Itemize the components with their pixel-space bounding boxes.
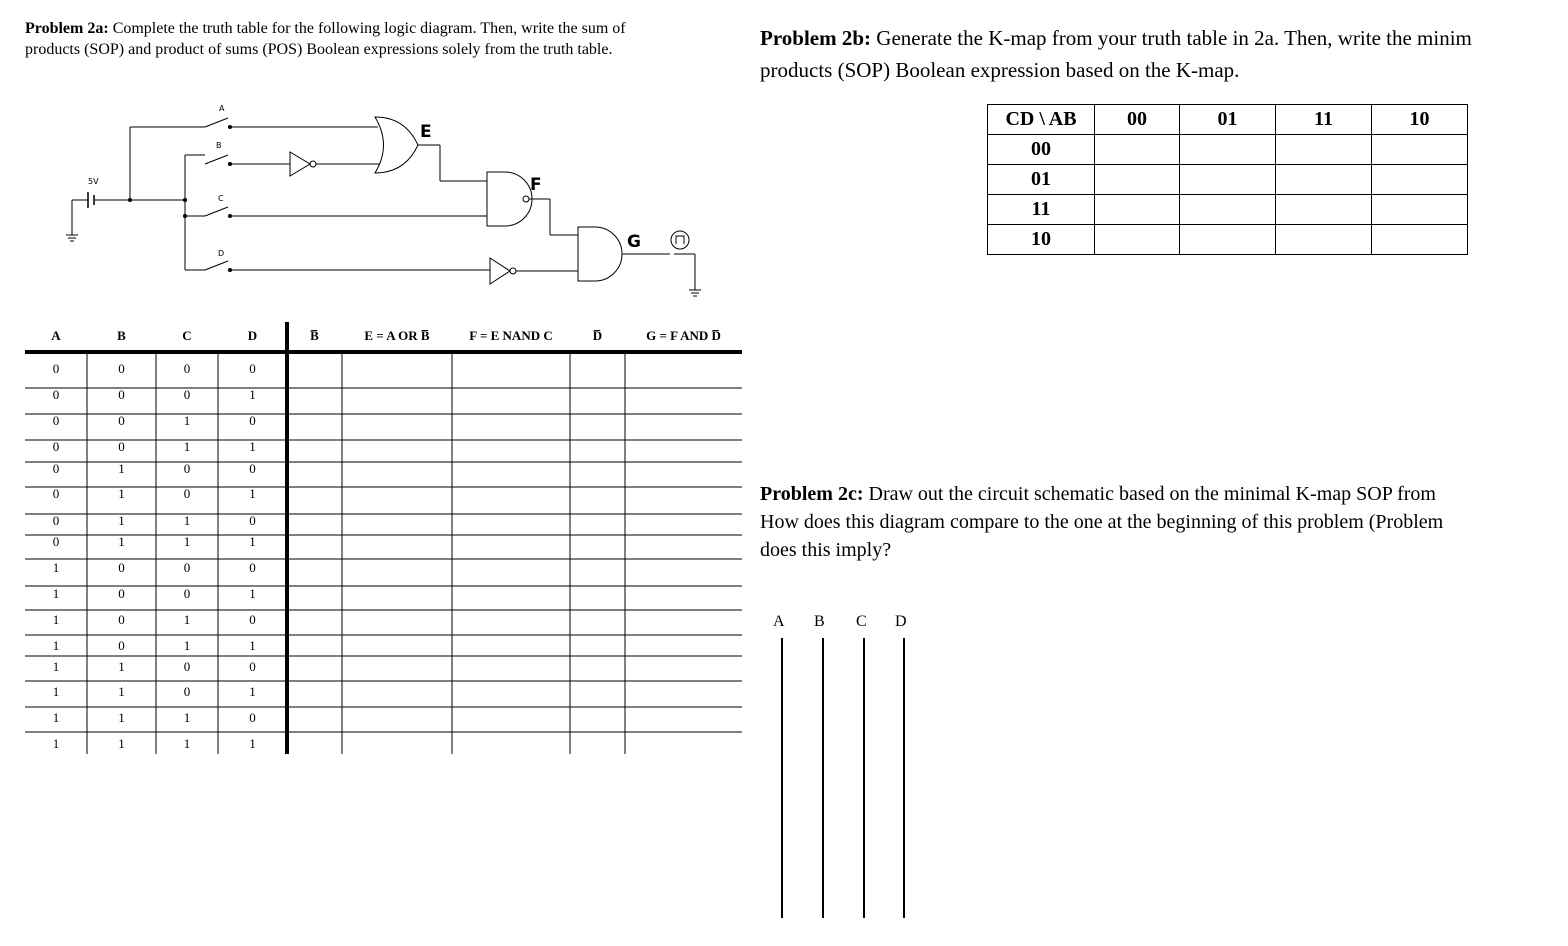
problem-2c-line1: Draw out the circuit schematic based on the minimal K-map SOP from [863, 483, 1436, 505]
kmap-cell[interactable] [1180, 165, 1276, 195]
kmap-cell[interactable] [1180, 135, 1276, 165]
kmap-cell[interactable] [1372, 165, 1468, 195]
kmap-cell[interactable] [1372, 225, 1468, 255]
kmap-corner: CD \ AB [988, 105, 1095, 135]
truth-table-cell: 1 [183, 439, 191, 454]
switch-b-label: B [216, 141, 222, 150]
truth-table-cell: 1 [249, 387, 256, 402]
kmap-col-header: 11 [1276, 105, 1372, 135]
truth-table-cell: 0 [52, 534, 60, 549]
truth-table-cell: 0 [183, 461, 191, 476]
rail-label-d: D [895, 613, 907, 630]
truth-table-cell: 1 [52, 736, 60, 751]
kmap-cell[interactable] [1095, 195, 1180, 225]
truth-table-cell: 1 [249, 586, 256, 601]
truth-table-cell: 1 [52, 560, 60, 575]
kmap-cell[interactable] [1180, 225, 1276, 255]
truth-table-cell: 1 [183, 710, 191, 725]
truth-table-cell: 1 [249, 638, 256, 653]
kmap-col-header: 00 [1095, 105, 1180, 135]
truth-table-cell: 1 [118, 659, 125, 674]
truth-table-cell: 0 [52, 361, 60, 376]
problem-2a-line2: products (SOP) and product of sums (POS) Boolean expressions solely from the truth table. [25, 41, 613, 58]
truth-table-header: F = E NAND C [469, 328, 553, 343]
truth-table-cell: 0 [249, 361, 256, 376]
truth-table-cell: 1 [183, 513, 191, 528]
truth-table-cell: 0 [118, 361, 125, 376]
truth-table-cell: 1 [52, 612, 60, 627]
truth-table-cell: 0 [118, 439, 125, 454]
kmap-cell[interactable] [1372, 195, 1468, 225]
switch-d-label: D [218, 249, 225, 258]
truth-table-header: C [182, 328, 192, 343]
kmap-row-header: 11 [988, 195, 1095, 225]
output-g-label: G [627, 232, 641, 252]
problem-2c-line2: How does this diagram compare to the one at the beginning of this problem (Problem [760, 511, 1444, 533]
kmap-cell[interactable] [1276, 195, 1372, 225]
truth-table-cell: 1 [52, 684, 60, 699]
kmap-row-header: 10 [988, 225, 1095, 255]
truth-table-cell: 1 [183, 534, 191, 549]
truth-table-cell: 0 [183, 586, 191, 601]
truth-table-cell: 0 [52, 387, 60, 402]
truth-table-cell: 0 [52, 461, 60, 476]
truth-table-cell: 1 [183, 612, 191, 627]
truth-table-cell: 1 [118, 710, 125, 725]
truth-table-cell: 1 [52, 659, 60, 674]
truth-table-cell: 1 [249, 534, 256, 549]
truth-table-cell: 1 [118, 513, 125, 528]
truth-table-cell: 1 [52, 586, 60, 601]
kmap-cell[interactable] [1095, 135, 1180, 165]
kmap-col-header: 01 [1180, 105, 1276, 135]
rail-label-b: B [814, 613, 825, 630]
problem-2c-text [760, 480, 1568, 564]
truth-table-cell: 1 [249, 486, 256, 501]
truth-table-cell: 0 [118, 413, 125, 428]
kmap-row-header: 00 [988, 135, 1095, 165]
logic-diagram [0, 0, 760, 310]
problem-2b-text [760, 22, 1568, 86]
kmap-cell[interactable] [1095, 225, 1180, 255]
rail-label-c: C [856, 613, 867, 630]
problem-2a-line1: Complete the truth table for the following logic diagram. Then, write the sum of [108, 20, 626, 37]
problem-2b-line1: Generate the K-map from your truth table in 2a. Then, write the minim [871, 26, 1472, 50]
problem-2b-label: Problem 2b: [760, 26, 872, 50]
truth-table-header: B̅ [310, 328, 319, 343]
truth-table-header: A [51, 328, 61, 343]
truth-table-cell: 1 [183, 736, 191, 751]
switch-a-label: A [219, 104, 225, 113]
kmap-cell[interactable] [1095, 165, 1180, 195]
truth-table-header: D̅ [592, 328, 603, 343]
gate-e-label: E [420, 122, 432, 142]
source-label: 5V [88, 177, 99, 186]
kmap-cell[interactable] [1276, 135, 1372, 165]
truth-table-cell: 0 [52, 486, 60, 501]
truth-table-cell: 1 [118, 486, 125, 501]
kmap-cell[interactable] [1276, 225, 1372, 255]
truth-table-cell: 0 [183, 361, 191, 376]
rail-label-a: A [773, 613, 785, 630]
truth-table-cell: 0 [118, 387, 125, 402]
truth-table-header: E = A OR B̅ [364, 328, 430, 343]
truth-table-cell: 1 [52, 710, 60, 725]
truth-table-cell: 1 [52, 638, 60, 653]
truth-table-cell: 1 [118, 461, 125, 476]
problem-2a-label: Problem 2a: [25, 20, 109, 37]
truth-table-cell: 1 [183, 413, 191, 428]
gate-f-label: F [530, 175, 542, 195]
switch-c-label: C [218, 194, 224, 203]
truth-table-cell: 0 [249, 612, 256, 627]
truth-table-cell: 1 [249, 736, 256, 751]
truth-table-cell: 0 [52, 513, 60, 528]
truth-table-cell: 0 [249, 461, 256, 476]
input-rails [760, 630, 920, 930]
truth-table-cell: 0 [118, 560, 125, 575]
kmap-row-header: 01 [988, 165, 1095, 195]
problem-2c-label: Problem 2c: [760, 483, 864, 505]
truth-table-cell: 0 [183, 387, 191, 402]
truth-table-cell: 1 [118, 684, 125, 699]
truth-table-cell: 0 [249, 413, 256, 428]
truth-table-cell: 0 [249, 513, 256, 528]
truth-table-cell: 0 [183, 659, 191, 674]
truth-table-cell: 0 [249, 710, 256, 725]
truth-table-cell: 1 [118, 534, 125, 549]
truth-table-header: D [247, 328, 258, 343]
truth-table-cell: 0 [249, 659, 256, 674]
truth-table-cell: 0 [118, 612, 125, 627]
truth-table-cell: 0 [183, 486, 191, 501]
problem-2c-line3: does this imply? [760, 539, 892, 561]
truth-table-cell: 0 [183, 560, 191, 575]
truth-table-cell: 0 [118, 586, 125, 601]
problem-2b-line2: products (SOP) Boolean expression based on the K-map. [760, 58, 1240, 82]
truth-table-cell: 1 [183, 638, 191, 653]
truth-table-cell: 0 [118, 638, 125, 653]
truth-table-cell: 1 [249, 439, 256, 454]
truth-table-cell: 0 [52, 439, 60, 454]
truth-table [25, 322, 745, 757]
kmap-table [987, 104, 1468, 255]
truth-table-header: G = F AND D̅ [646, 328, 721, 343]
truth-table-cell: 0 [183, 684, 191, 699]
truth-table-cell: 1 [249, 684, 256, 699]
kmap-cell[interactable] [1372, 135, 1468, 165]
kmap-cell[interactable] [1276, 165, 1372, 195]
truth-table-cell: 0 [249, 560, 256, 575]
truth-table-cell: 0 [52, 413, 60, 428]
truth-table-header: B [117, 328, 126, 343]
kmap-col-header: 10 [1372, 105, 1468, 135]
truth-table-cell: 1 [118, 736, 125, 751]
kmap-cell[interactable] [1180, 195, 1276, 225]
